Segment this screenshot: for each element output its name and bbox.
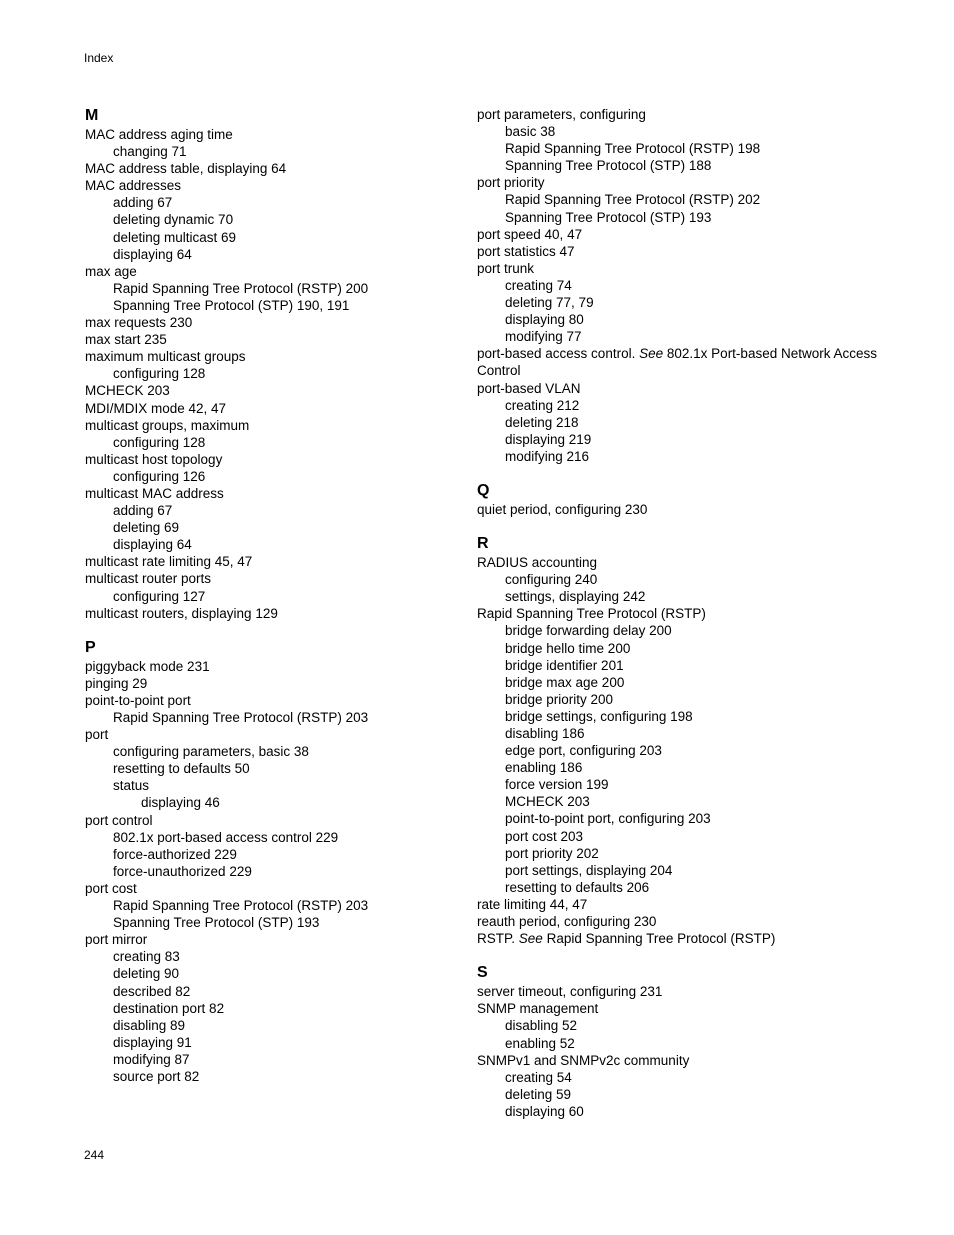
index-subentry: Spanning Tree Protocol (STP) 190, 191 (113, 297, 350, 313)
index-entry: multicast router ports (85, 571, 212, 587)
index-entry: reauth period, configuring 230 (477, 914, 657, 930)
index-subentry: changing 71 (113, 144, 187, 160)
index-entry: max start 235 (85, 332, 167, 348)
index-subentry: displaying 219 (505, 431, 592, 447)
index-subentry: destination port 82 (113, 1000, 225, 1016)
index-subentry: disabling 186 (505, 726, 585, 741)
index-subentry: force-unauthorized 229 (113, 863, 252, 879)
index-entry: multicast MAC address (85, 485, 224, 501)
index-subentry: status (113, 778, 150, 794)
index-subentry: Spanning Tree Protocol (STP) 193 (113, 915, 320, 931)
index-subentry: adding 67 (113, 195, 173, 211)
index-entry: server timeout, configuring 231 (477, 984, 663, 1000)
index-subentry: deleting dynamic 70 (113, 212, 234, 228)
index-subentry: displaying 64 (113, 537, 192, 553)
index-subentry: bridge hello time 200 (505, 640, 631, 656)
index-subentry: Rapid Spanning Tree Protocol (RSTP) 200 (113, 280, 369, 296)
index-entry: max age (85, 263, 137, 279)
index-entry: port mirror (85, 932, 148, 948)
index-subentry: displaying 64 (113, 246, 192, 262)
index-letter-heading: P (85, 638, 96, 656)
index-subentry: enabling 52 (505, 1035, 575, 1051)
index-subentry: deleting 77, 79 (505, 295, 594, 311)
index-subentry: Rapid Spanning Tree Protocol (RSTP) 198 (505, 141, 761, 157)
index-column-right (477, 106, 897, 1120)
index-entry: SNMP management (477, 1001, 599, 1017)
entry-text: RSTP. (477, 931, 516, 947)
index-subentry: resetting to defaults 206 (505, 879, 650, 895)
index-subentry: Rapid Spanning Tree Protocol (RSTP) 203 (113, 898, 369, 914)
index-subentry: modifying 87 (113, 1051, 190, 1067)
index-subentry: point-to-point port, configuring 203 (505, 811, 711, 827)
index-letter-heading: M (85, 107, 99, 124)
index-letter-heading: S (477, 964, 488, 982)
index-subentry: configuring 128 (113, 366, 206, 382)
index-entry: multicast rate limiting 45, 47 (85, 554, 253, 570)
index-subentry: deleting multicast 69 (113, 229, 237, 245)
index-entry: max requests 230 (85, 315, 193, 331)
index-subentry: Spanning Tree Protocol (STP) 188 (505, 158, 712, 174)
index-entry: MDI/MDIX mode 42, 47 (85, 400, 227, 416)
index-entry: maximum multicast groups (85, 349, 246, 365)
index-subentry: bridge priority 200 (505, 691, 614, 707)
index-subentry: creating 54 (505, 1069, 572, 1085)
index-entry: MAC address aging time (85, 127, 233, 142)
index-subentry: deleting 218 (505, 414, 579, 430)
index-subentry: deleting 69 (113, 520, 180, 536)
index-entry: multicast host topology (85, 451, 223, 467)
index-subentry: configuring 126 (113, 468, 206, 484)
index-entry: MCHECK 203 (85, 383, 170, 399)
index-subentry: disabling 89 (113, 1017, 186, 1033)
index-subentry: bridge identifier 201 (505, 657, 624, 673)
index-entry (477, 930, 897, 947)
index-subentry: deleting 59 (505, 1086, 572, 1102)
index-subentry: configuring 240 (505, 572, 598, 588)
index-subentry: deleting 90 (113, 966, 180, 982)
index-subentry: displaying 46 (141, 795, 220, 811)
index-entry: port control (85, 812, 153, 828)
index-entry: pinging 29 (85, 675, 148, 691)
index-entry: multicast groups, maximum (85, 417, 250, 433)
index-entry: SNMPv1 and SNMPv2c community (477, 1052, 690, 1068)
index-subentry: force-authorized 229 (113, 846, 237, 862)
index-subentry: displaying 60 (505, 1103, 584, 1119)
index-subentry: source port 82 (113, 1068, 200, 1084)
page-number: 244 (84, 1148, 105, 1162)
index-subentry: creating 83 (113, 949, 180, 965)
see-reference: See (639, 346, 664, 362)
index-subentry: port settings, displaying 204 (505, 862, 673, 878)
index-entry: point-to-point port (85, 692, 191, 708)
index-entry: port parameters, configuring (477, 107, 646, 122)
index-subentry: creating 74 (505, 277, 572, 293)
index-entry: MAC addresses (85, 178, 182, 194)
index-entry: piggyback mode 231 (85, 658, 210, 674)
index-subentry: configuring parameters, basic 38 (113, 744, 309, 760)
index-subentry: bridge settings, configuring 198 (505, 708, 693, 724)
index-subentry: bridge max age 200 (505, 674, 625, 690)
index-entry (477, 345, 897, 379)
index-subentry: 802.1x port-based access control 229 (113, 829, 339, 845)
index-entry: port (85, 727, 109, 743)
index-entry: port statistics 47 (477, 243, 575, 259)
index-entry: port priority (477, 175, 545, 191)
index-subentry: edge port, configuring 203 (505, 743, 662, 759)
index-entry: port-based VLAN (477, 380, 581, 396)
index-entry: Rapid Spanning Tree Protocol (RSTP) (477, 606, 706, 622)
index-subentry: Rapid Spanning Tree Protocol (RSTP) 202 (505, 192, 761, 208)
see-target: 802.1x Port-based Network Access Control (477, 346, 877, 379)
index-entry: port cost (85, 880, 137, 896)
index-subentry: adding 67 (113, 503, 173, 519)
index-subentry: displaying 80 (505, 312, 584, 328)
index-subentry: force version 199 (505, 777, 609, 793)
index-subentry: displaying 91 (113, 1034, 192, 1050)
index-entry: MAC address table, displaying 64 (85, 161, 287, 177)
index-subentry: configuring 128 (113, 434, 206, 450)
index-entry: port speed 40, 47 (477, 226, 583, 242)
index-subentry: modifying 216 (505, 448, 590, 464)
index-subentry: settings, displaying 242 (505, 589, 646, 605)
index-subentry: modifying 77 (505, 329, 582, 345)
index-column-left (85, 106, 485, 1085)
index-subentry: port cost 203 (505, 828, 584, 844)
see-target: Rapid Spanning Tree Protocol (RSTP) (542, 931, 776, 947)
index-subentry: bridge forwarding delay 200 (505, 623, 672, 639)
index-subentry: basic 38 (505, 124, 556, 140)
index-subentry: MCHECK 203 (505, 794, 590, 810)
index-subentry: described 82 (113, 983, 191, 999)
index-subentry: resetting to defaults 50 (113, 761, 250, 777)
index-entry: rate limiting 44, 47 (477, 896, 588, 912)
index-entry: multicast routers, displaying 129 (85, 605, 278, 621)
index-subentry: enabling 186 (505, 760, 583, 776)
index-subentry: creating 212 (505, 397, 580, 413)
index-subentry: disabling 52 (505, 1018, 578, 1034)
index-entry: RADIUS accounting (477, 555, 598, 571)
index-entry: quiet period, configuring 230 (477, 501, 648, 517)
index-letter-heading: R (477, 535, 489, 553)
index-subentry: port priority 202 (505, 845, 599, 861)
index-subentry: Spanning Tree Protocol (STP) 193 (505, 209, 712, 225)
index-letter-heading: Q (477, 481, 490, 499)
see-reference: See (518, 931, 543, 947)
page-header: Index (84, 51, 114, 65)
index-subentry: configuring 127 (113, 588, 206, 604)
entry-text: port-based access control. (477, 346, 636, 362)
index-subentry: Rapid Spanning Tree Protocol (RSTP) 203 (113, 710, 369, 725)
index-entry: port trunk (477, 260, 535, 276)
